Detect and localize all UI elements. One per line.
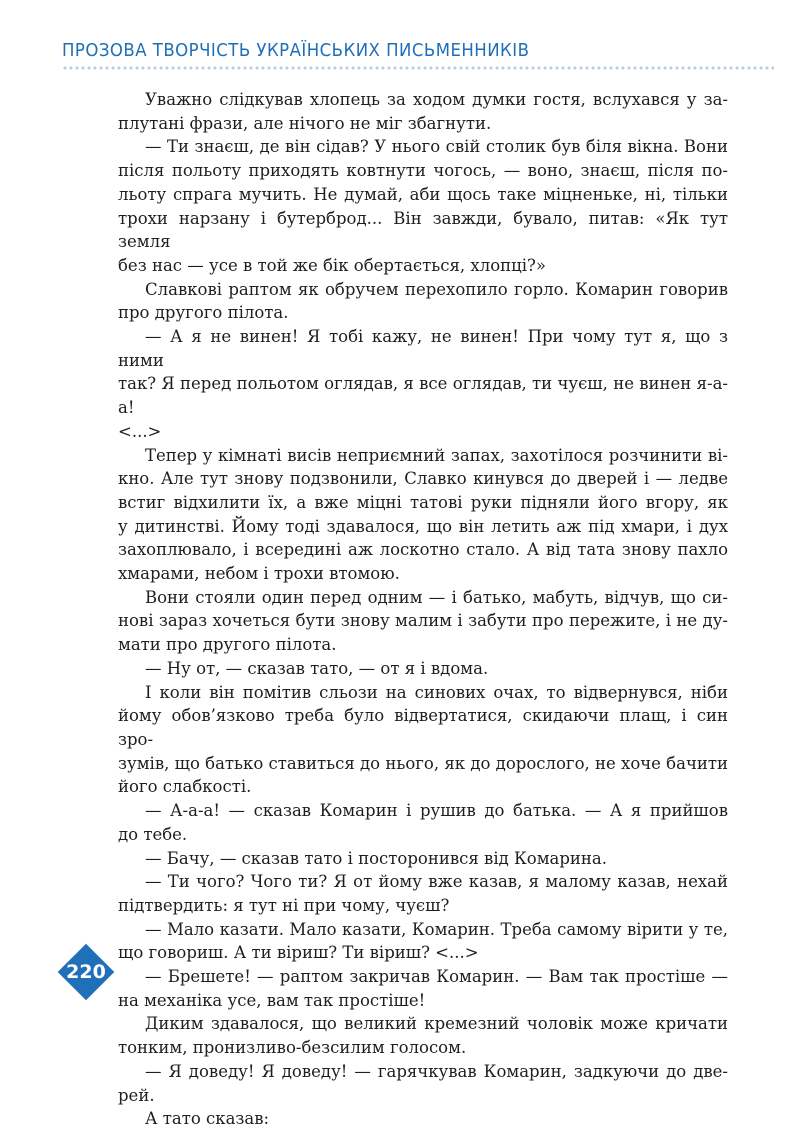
text-line: нові зараз хочеться бути знову малим і забути про пережите, і не ду- (118, 611, 728, 631)
text-line: його слабкості. (118, 777, 252, 797)
text-line: мати про другого пілота. (118, 635, 337, 655)
page-number-badge (58, 944, 114, 1000)
text-line: на механіка усе, вам так простіше! (118, 990, 426, 1010)
text-line: тонким, пронизливо-безсилим голосом. (118, 1038, 467, 1058)
text-line: підтвердить: я тут ні при чому, чуєш? (118, 895, 450, 915)
text-line: плутані фрази, але нічого не міг збагнути. (118, 113, 492, 133)
text-line: — А я не винен! Я тобі кажу, не винен! При чому тут я, що з ними (118, 327, 728, 370)
text-line: — Ти чого? Чого ти? Я от йому вже казав, я малому казав, нехай (145, 872, 728, 892)
text-line: так? Я перед польотом оглядав, я все оглядав, ти чуєш, не винен я-а-а! (118, 374, 728, 418)
text-line: — Я доведу! Я доведу! — гарячкував Комарин, задкуючи до две- (145, 1061, 728, 1081)
text-line: — А-а-а! — сказав Комарин і рушив до батька. — А я прийшов (145, 801, 728, 821)
page-number: 220 (66, 961, 106, 983)
text-line: встиг відхилити їх, а вже міцні татові руки підняли його вгору, як (118, 492, 728, 512)
text-line: льоту спрага мучить. Не думай, аби щось таке міцненьке, ні, тільки (118, 184, 728, 204)
text-line: після польоту приходять ковтнути чогось, — воно, знаєш, після по- (118, 161, 728, 181)
text-line: Тепер у кімнаті висів неприємний запах, захотілося розчинити ві- (145, 445, 728, 465)
text-line: Диким здавалося, що великий кремезний чоловік може кричати (145, 1014, 728, 1034)
text-line: трохи нарзану і бутерброд... Він завжди, бувало, питав: «Як тут земля (118, 208, 728, 252)
text-line: Уважно слідкував хлопець за ходом думки гостя, вслухався у за- (145, 90, 728, 109)
text-line: про другого пілота. (118, 303, 289, 323)
dotted-divider (62, 66, 774, 70)
text-line: <...> (118, 421, 162, 441)
text-line: І коли він помітив сльози на синових очах, то відвернувся, ніби (145, 682, 728, 702)
text-line: Вони стояли один перед одним — і батько, мабуть, відчув, що си- (145, 587, 728, 607)
text-line: — Ну от, — сказав тато, — от я і вдома. (145, 658, 489, 678)
text-line: — Бачу, — сказав тато і посторонився від Комарина. (145, 848, 608, 868)
text-line: зумів, що батько ставиться до нього, як до дорослого, не хоче бачити (118, 753, 728, 773)
text-line: захоплювало, і всередині аж лоскотно стало. А від тата знову пахло (118, 540, 728, 560)
text-line: — Мало казати. Мало казати, Комарин. Треба самому вірити у те, (145, 919, 728, 939)
text-line: без нас — усе в той же бік обертається, хлопці?» (118, 255, 546, 275)
text-line: що говориш. А ти віриш? Ти віриш? <...> (118, 943, 479, 963)
text-line: хмарами, небом і трохи втомою. (118, 564, 400, 584)
text-line: кно. Але тут знову подзвонили, Славко кинувся до дверей і — ледве (118, 469, 728, 489)
text-line: Славкові раптом як обручем перехопило горло. Комарин говорив (145, 279, 728, 299)
text-line: у дитинстві. Йому тоді здавалося, що він летить аж під хмари, і дух (118, 516, 728, 536)
text-line: до тебе. (118, 824, 188, 844)
text-line: йому обов’язково треба було відвертатися, скидаючи плащ, і син зро- (118, 706, 728, 749)
text-line: — Ти знаєш, де він сідав? У нього свій столик був біля вікна. Вони (145, 137, 728, 157)
text-line: рей. (118, 1085, 155, 1105)
text-line: А тато сказав: (145, 1109, 270, 1129)
body-text (118, 88, 728, 1131)
section-header: ПРОЗОВА ТВОРЧІСТЬ УКРАЇНСЬКИХ ПИСЬМЕННИКІВ (62, 40, 530, 61)
text-line: — Брешете! — раптом закричав Комарин. — Вам так простіше — (145, 967, 728, 987)
